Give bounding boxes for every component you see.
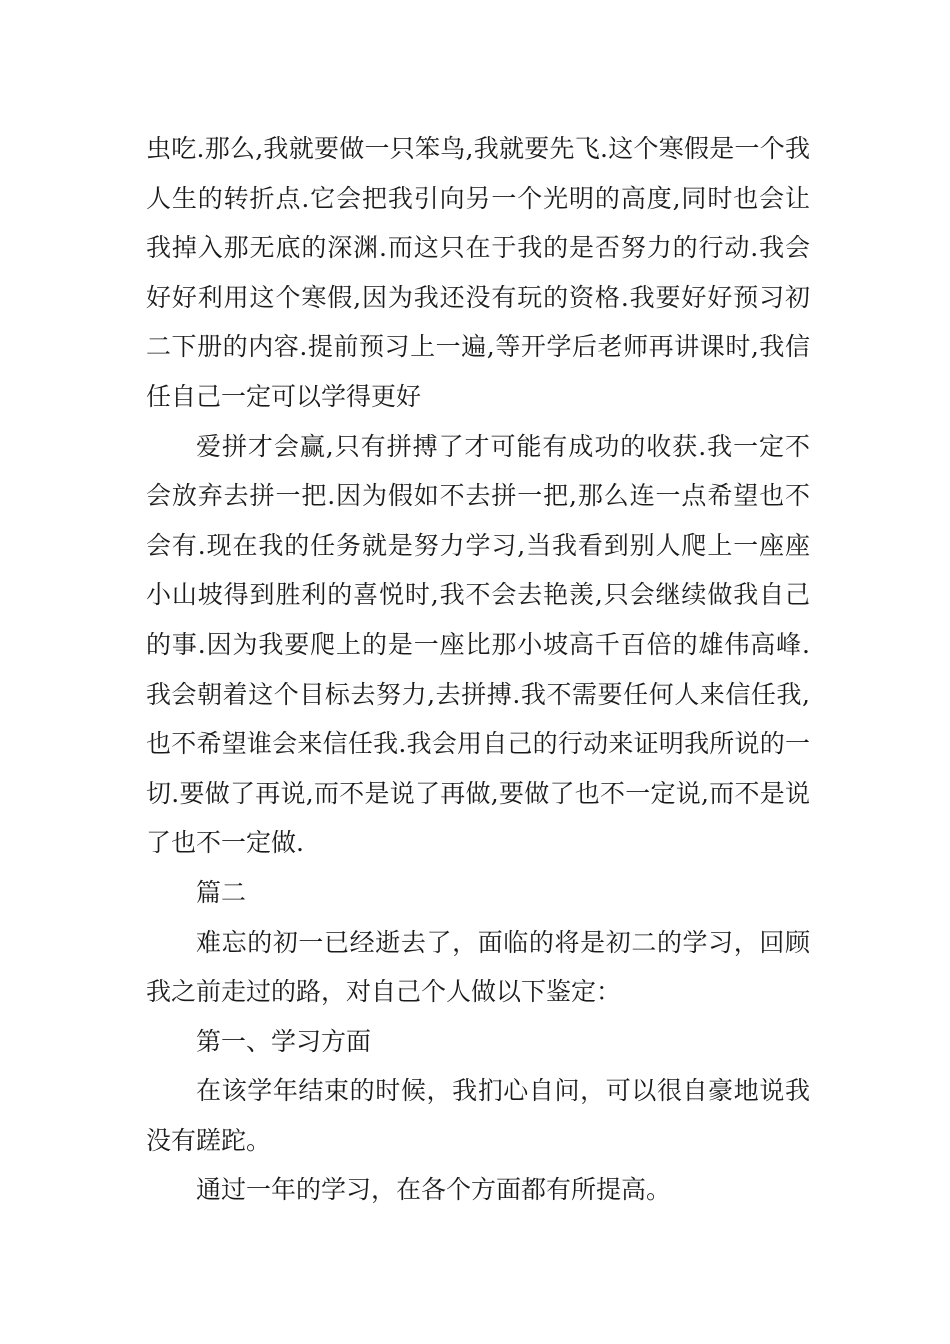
section-heading-pian-er: 篇二 xyxy=(196,877,247,907)
subheading-study: 第一、学习方面 xyxy=(196,1026,372,1056)
document-body xyxy=(146,124,810,1215)
paragraph-ai-pin: 爱拼才会赢,只有拼搏了才可能有成功的收获.我一定不会放弃去拼一把.因为假如不去拼一把,那么连一点希望也不会有.现在我的任务就是努力学习,当我看到别人爬上一座座小山坡得到胜利的喜悦时,我不会去艳羡,只会继续做我自己的事.因为我要爬上的是一座比那小坡高千百倍的雄伟高峰.我会朝着这个目标去努力,去拼搏.我不需要任何人来信任我,也不希望谁会来信任我.我会用自己的行动来证明我所说的一切.要做了再说,而不是说了再做,要做了也不一定说,而不是说了也不一定做. xyxy=(146,431,810,858)
paragraph-continued: 虫吃.那么,我就要做一只笨鸟,我就要先飞.这个寒假是一个我人生的转折点.它会把我引向另一个光明的高度,同时也会让我掉入那无底的深渊.而这只在于我的是否努力的行动.我会好好利用这个寒假,因为我还没有玩的资格.我要好好预习初二下册的内容.提前预习上一遍,等开学后老师再讲课时,我信任自己一定可以学得更好 xyxy=(146,134,810,411)
paragraph-intro: 难忘的初一已经逝去了，面临的将是初二的学习，回顾我之前走过的路，对自己个人做以下鉴定： xyxy=(146,927,810,1007)
paragraph-year-end: 在该学年结束的时候，我扪心自问，可以很自豪地说我没有蹉跎。 xyxy=(146,1076,810,1155)
paragraph-improvement: 通过一年的学习，在各个方面都有所提高。 xyxy=(196,1175,672,1205)
